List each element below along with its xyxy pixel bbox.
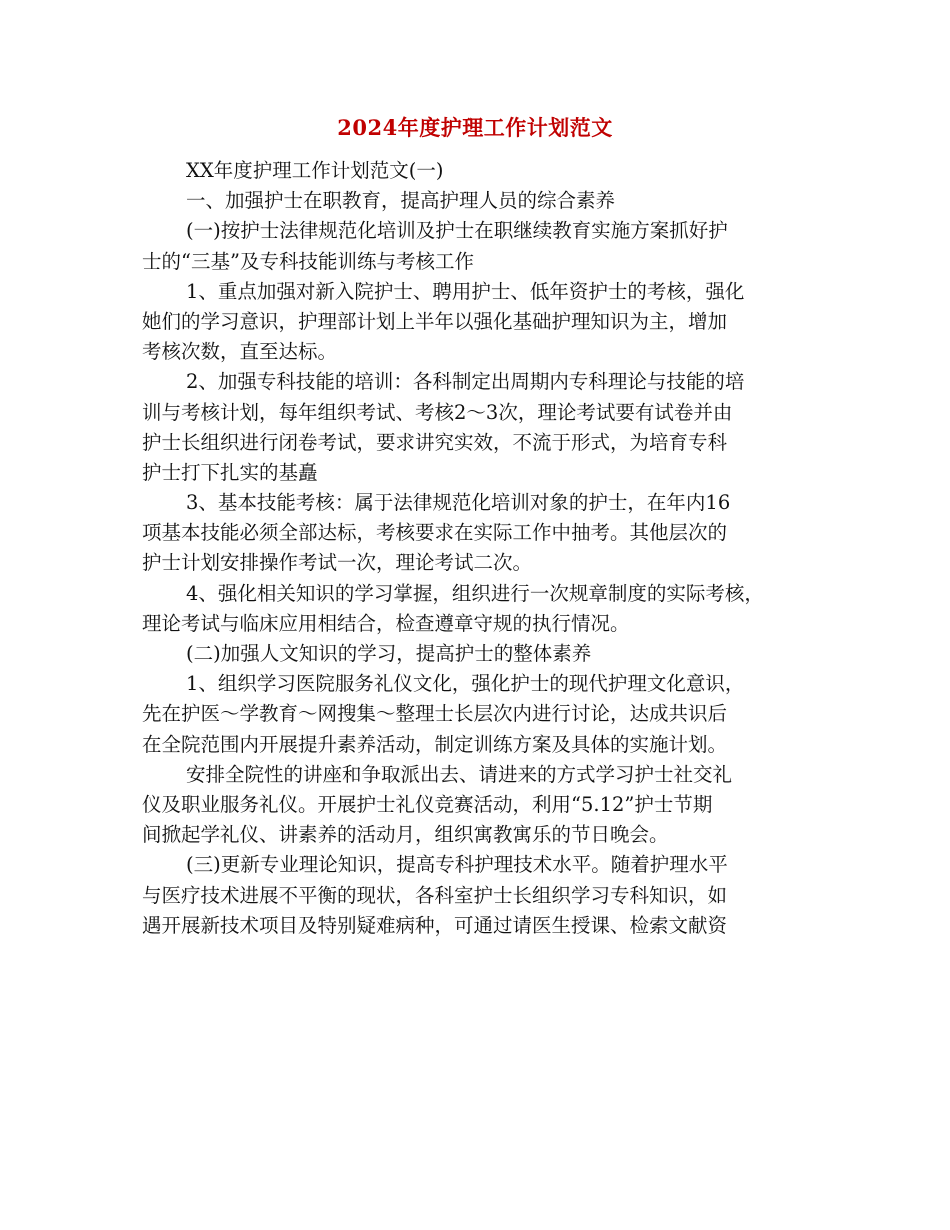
section-heading: XX年度护理工作计划范文(一) bbox=[186, 159, 444, 182]
paragraph-line: 她们的学习意识，护理部计划上半年以强化基础护理知识为主，增加 bbox=[142, 309, 728, 333]
paragraph-line: 护士打下扎实的基矗 bbox=[142, 460, 318, 484]
document-title: 2024年度护理工作计划范文 bbox=[337, 115, 613, 140]
paragraph-line: 考核次数，直至达标。 bbox=[142, 340, 338, 364]
paragraph-line: 1、组织学习医院服务礼仪文化，强化护士的现代护理文化意识， bbox=[186, 672, 745, 696]
paragraph-line: 与医疗技术进展不平衡的现状，各科室护士长组织学习专科知识，如 bbox=[142, 883, 728, 907]
paragraph-line: 仪及职业服务礼仪。开展护士礼仪竞赛活动，利用“5.12”护士节期 bbox=[142, 792, 713, 816]
paragraph-line: 先在护医～学教育～网搜集～整理士长层次内进行讨论，达成共识后 bbox=[142, 702, 728, 726]
paragraph-line: 1、重点加强对新入院护士、聘用护士、低年资护士的考核，强化 bbox=[186, 279, 745, 303]
paragraph-line: 训与考核计划，每年组织考试、考核2～3次，理论考试要有试卷并由 bbox=[142, 400, 733, 424]
paragraph-line: 4、强化相关知识的学习掌握，组织进行一次规章制度的实际考核， bbox=[186, 581, 764, 605]
section-heading: (二)加强人文知识的学习，提高护士的整体素养 bbox=[186, 642, 592, 665]
paragraph-line: 遇开展新技术项目及特别疑难病种，可通过请医生授课、检索文献资 bbox=[142, 913, 728, 937]
paragraph-line: 3、基本技能考核：属于法律规范化培训对象的护士，在年内16 bbox=[186, 491, 731, 515]
paragraph-line: 护士计划安排操作考试一次，理论考试二次。 bbox=[142, 551, 533, 575]
section-heading: 一、加强护士在职教育，提高护理人员的综合素养 bbox=[186, 189, 616, 213]
paragraph-line: 安排全院性的讲座和争取派出去、请进来的方式学习护士社交礼 bbox=[186, 762, 733, 786]
paragraph-line: 士的“三基”及专科技能训练与考核工作 bbox=[142, 249, 474, 273]
paragraph-line: 在全院范围内开展提升素养活动，制定训练方案及具体的实施计划。 bbox=[142, 732, 728, 756]
paragraph-line: 理论考试与临床应用相结合，检查遵章守规的执行情况。 bbox=[142, 611, 630, 635]
paragraph-line: 间掀起学礼仪、讲素养的活动月，组织寓教寓乐的节日晚会。 bbox=[142, 823, 669, 847]
paragraph-line: 项基本技能必须全部达标，考核要求在实际工作中抽考。其他层次的 bbox=[142, 521, 728, 545]
paragraph-line: 2、加强专科技能的培训：各科制定出周期内专科理论与技能的培 bbox=[186, 370, 745, 394]
paragraph-line: (一)按护士法律规范化培训及护士在职继续教育实施方案抓好护 bbox=[186, 219, 728, 243]
paragraph-line: (三)更新专业理论知识，提高专科护理技术水平。随着护理水平 bbox=[186, 853, 728, 877]
paragraph-line: 护士长组织进行闭卷考试，要求讲究实效，不流于形式，为培育专科 bbox=[142, 430, 728, 454]
document-body bbox=[142, 156, 822, 941]
